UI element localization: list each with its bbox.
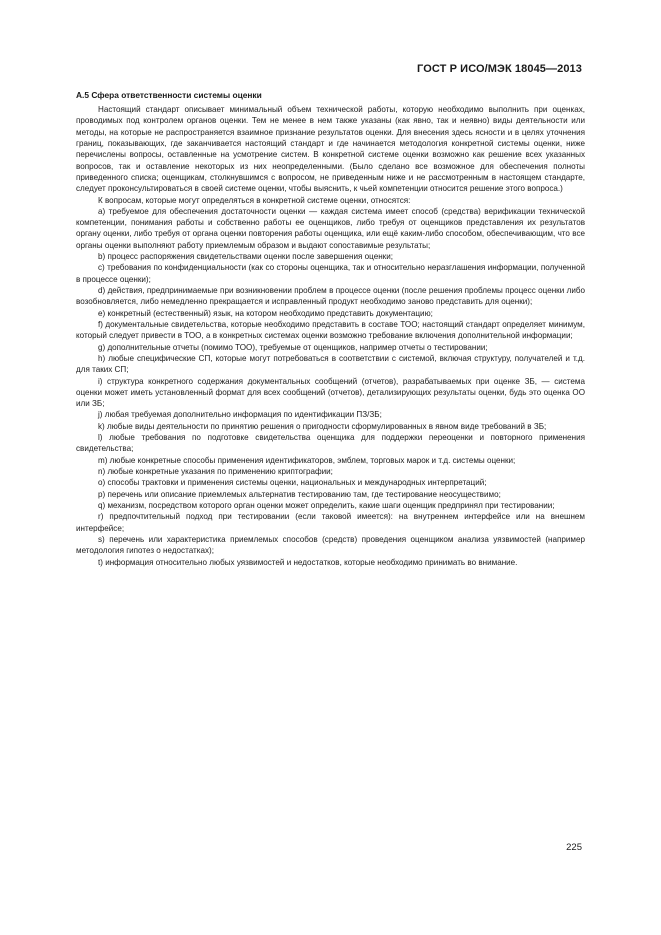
list-item-i: i) структура конкретного содержания документальных сообщений (отчетов), разрабатываемых при оценке ЗБ, — система оценки может иметь установленный формат для всех сообщений (отчетов), детализирующих результаты оценки, будь это оценка ОО или ЗБ; (76, 376, 585, 409)
list-intro-paragraph: К вопросам, которые могут определяться в конкретной системе оценки, относятся: (98, 195, 411, 205)
list-item-q: q) механизм, посредством которого орган оценки может определить, какие шаги оценщик предпринял при тестировании; (98, 500, 555, 510)
list-item-h: h) любые специфические СП, которые могут потребоваться в соответствии с системой, включая структуру, получателей и т.д. для таких СП; (76, 353, 585, 375)
list-item-o: o) способы трактовки и применения системы оценки, национальных и международных интерпретаций; (98, 478, 487, 488)
intro-paragraph: Настоящий стандарт описывает минимальный объем технической работы, которую необходимо выполнить при оценках, проводимых под контролем органов оценки. Тем не менее в нем также указаны (как явно, так и неявно) виды деятельности или методы, на которые не распространяется взаимное признание результатов оценки. Для внесения здесь ясности и в целях уточнения границ, показывающих, где заканчивается настоящий стандарт и где начинается методология конкретной системы оценки, ниже перечислены вопросы, оставленные на усмотрение систем. В конкретной системе оценки возможно как решение всех указанных вопросов, так и оставление некоторых из них неопределенными. (Было сделано все возможное для обеспечения полноты приведенного списка; оценщикам, столкнувшимся с вопросом, не приведенным ниже и не рассмотренным в настоящем стандарте, следует проконсультироваться в своей системе оценки, чтобы выяснить, к чьей компетенции относится решение этого вопроса.) (76, 105, 585, 194)
document-code-header: ГОСТ Р ИСО/МЭК 18045—2013 (417, 63, 582, 75)
list-item-b: b) процесс распоряжения свидетельствами оценки после завершения оценки; (98, 252, 393, 262)
list-item-m: m) любые конкретные способы применения идентификаторов, эмблем, торговых марок и т.д. системы оценки; (98, 455, 516, 465)
page-number: 225 (566, 842, 582, 853)
list-item-f: f) документальные свидетельства, которые необходимо представить в составе ТОО; настоящий стандарт определяет минимум, который следует привести в ТОО, а в конкретных системах оценки возможно требование включения дополнительной информации; (76, 319, 585, 341)
list-item-c: c) требования по конфиденциальности (как со стороны оценщика, так и относительно неразглашения информации, полученной в процессе оценки); (76, 263, 585, 284)
list-item-a: a) требуемое для обеспечения достаточности оценки — каждая система имеет способ (средства) верификации технической компетенции, понимания работы и собственно работы ее оценщиков, либо требуя от оценщиков представления их результатов органу оценки, либо требуя от органа оценки повторения работы оценщика, или ещё каким-либо способом, обеспечивающим, что все органы оценки выполняют работу приемлемым образом и выдают сопоставимые результаты; (76, 206, 585, 250)
list-item-e: e) конкретный (естественный) язык, на котором необходимо представить документацию; (98, 308, 433, 318)
document-body (76, 90, 585, 568)
list-item-t: t) информация относительно любых уязвимостей и недостатков, которые необходимо принимать во внимание. (98, 557, 518, 567)
list-item-s: s) перечень или характеристика приемлемых способов (средств) проведения оценщиком анализа уязвимостей (например методология гипотез о недостатках); (76, 534, 585, 556)
list-item-r: r) предпочтительный подход при тестировании (если таковой имеется): на внутреннем интерфейсе или на внешнем интерфейсе; (76, 512, 585, 533)
list-item-j: j) любая требуемая дополнительно информация по идентификации ПЗ/ЗБ; (98, 410, 382, 420)
list-item-k: k) любые виды деятельности по принятию решения о пригодности сформулированных в явном виде требований в ЗБ; (98, 421, 547, 431)
list-item-l: l) любые требования по подготовке свидетельства оценщика для поддержки переоценки и повторного применения свидетельства; (76, 433, 585, 454)
list-item-d: d) действия, предпринимаемые при возникновении проблем в процессе оценки (после решения проблемы процесс оценки либо возобновляется, либо немедленно прекращается и исправленный продукт необходимо заново представить для оценки); (76, 286, 585, 307)
section-title: A.5 Сфера ответственности системы оценки (76, 90, 262, 100)
list-item-p: p) перечень или описание приемлемых альтернатив тестированию там, где тестирование неосуществимо; (98, 489, 501, 499)
list-item-g: g) дополнительные отчеты (помимо ТОО), требуемые от оценщиков, например отчеты о тестировании; (98, 342, 488, 352)
list-item-n: n) любые конкретные указания по применению криптографии; (98, 467, 333, 476)
